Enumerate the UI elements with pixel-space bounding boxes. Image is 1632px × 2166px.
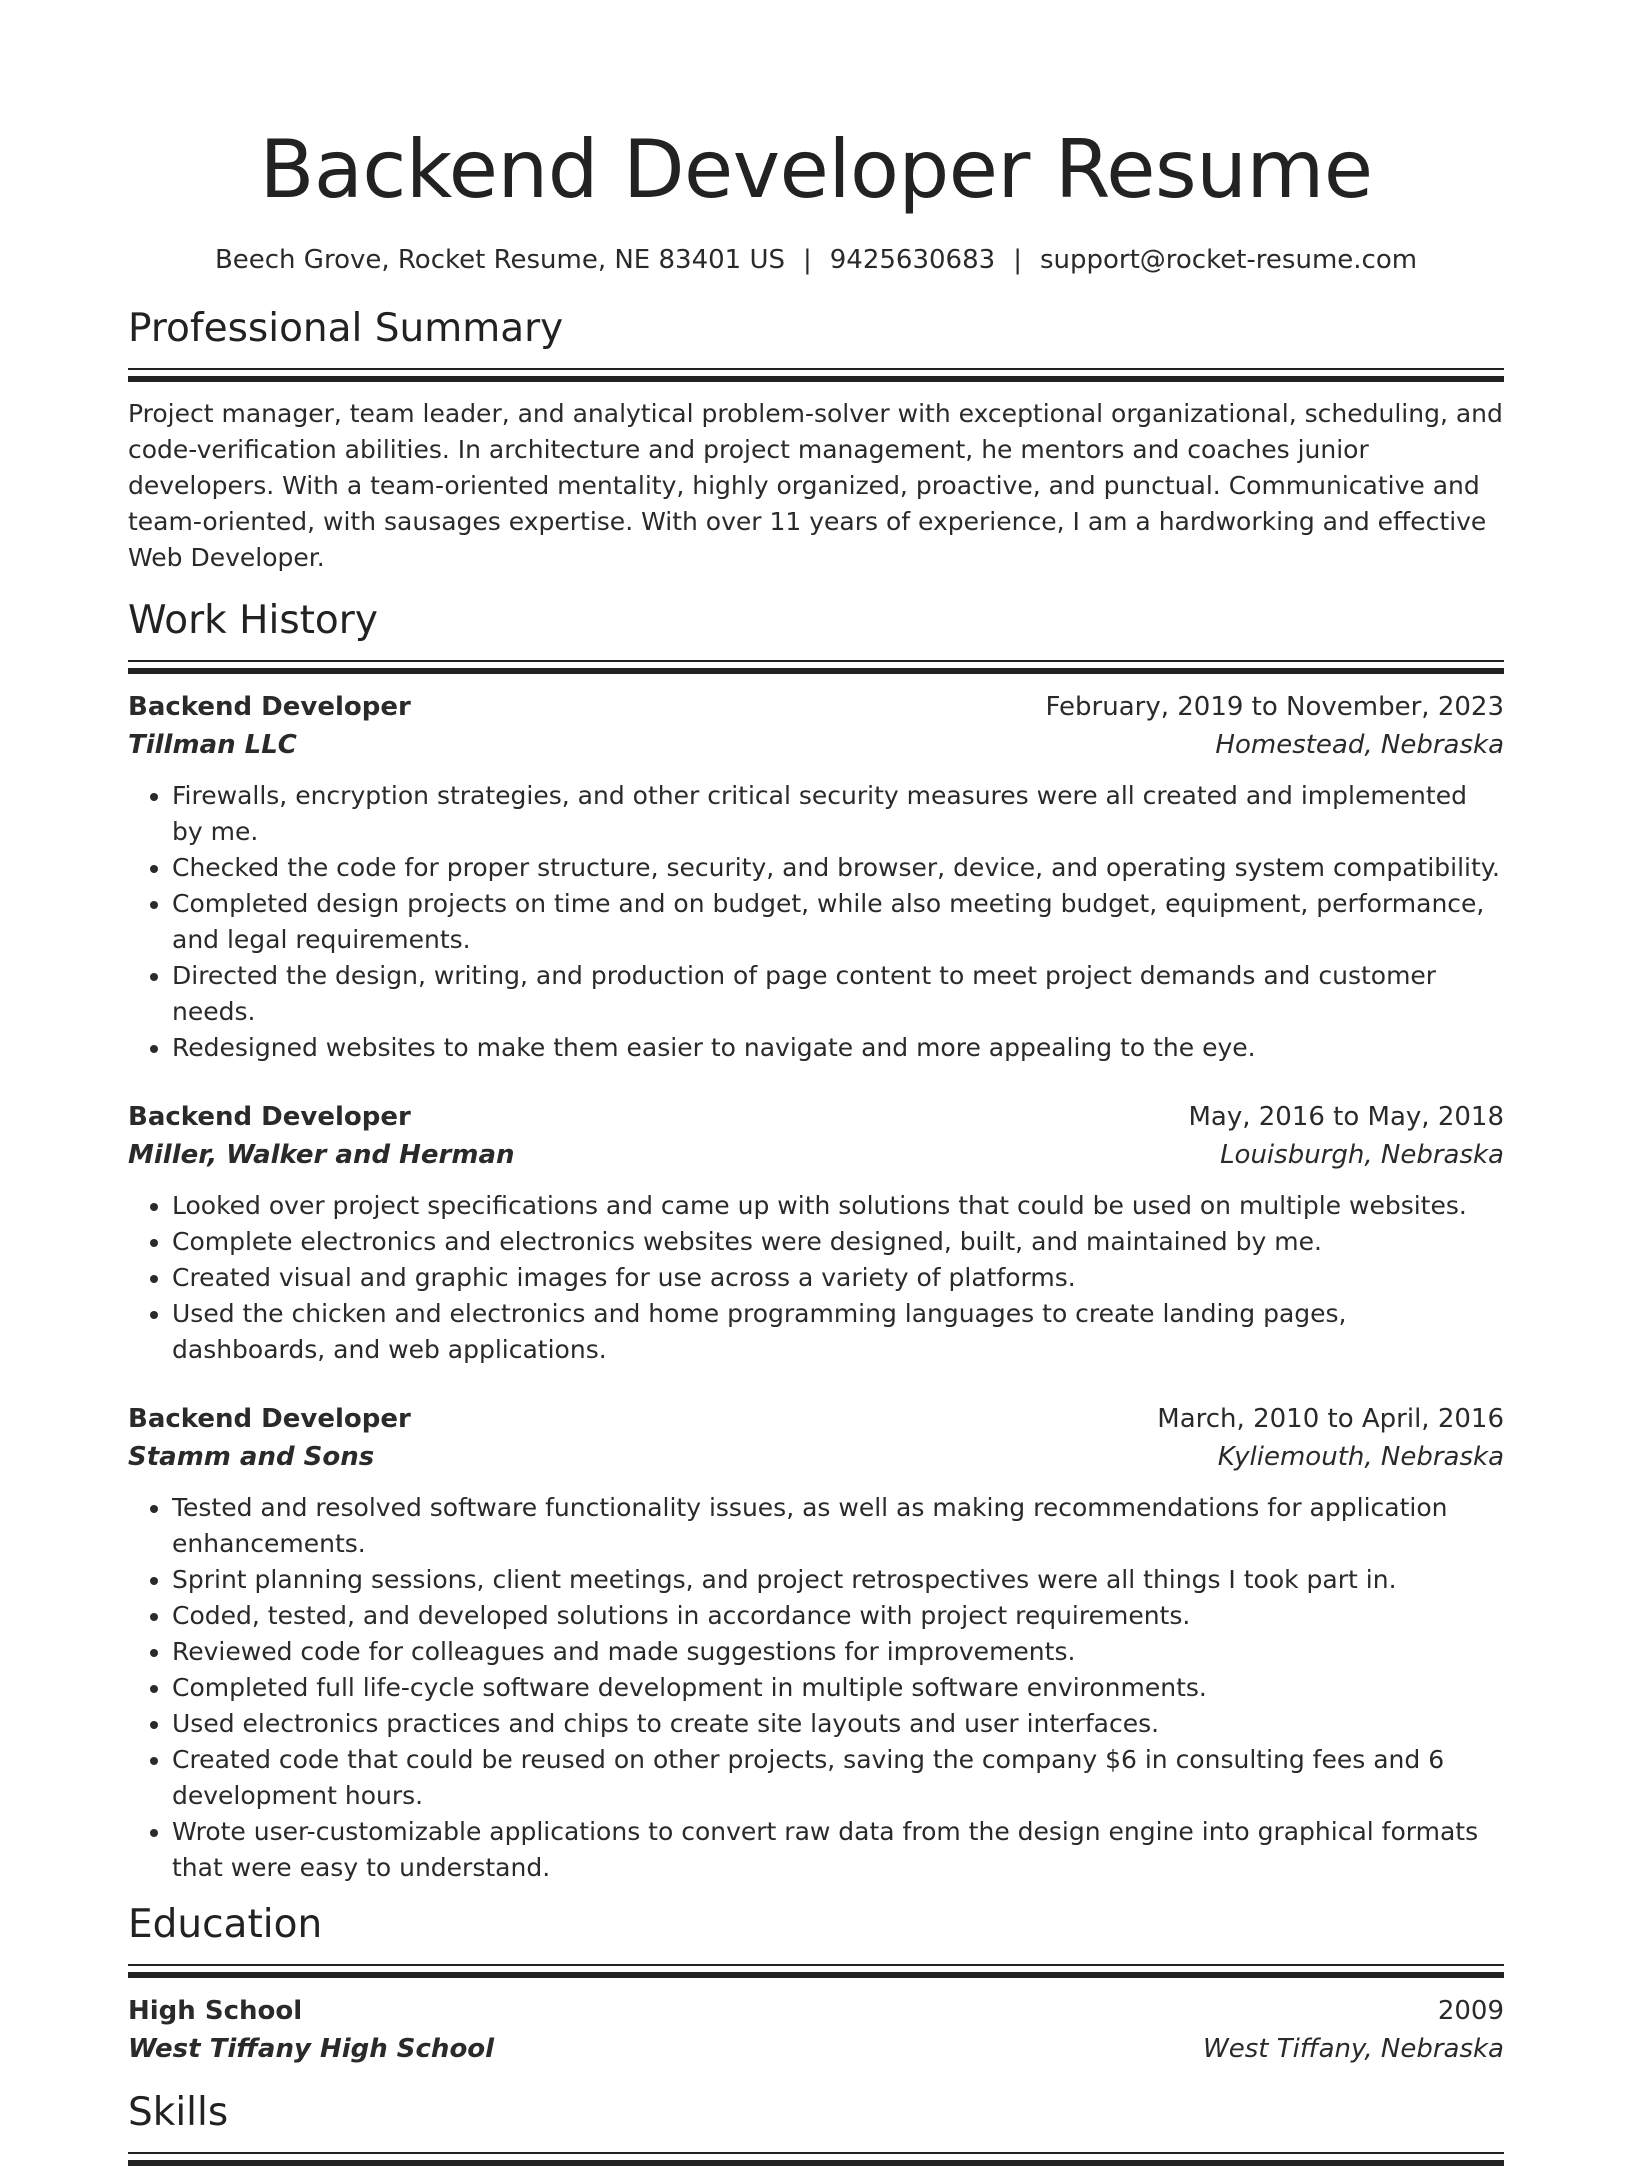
job-location: Kyliemouth, Nebraska xyxy=(1217,1442,1504,1472)
section-divider xyxy=(128,2152,1504,2166)
bullet-item: • Created visual and graphic images for use across a variety of platforms. xyxy=(172,1260,1504,1296)
job-entry xyxy=(128,1400,1504,1886)
bullet-item: • Directed the design, writing, and production of page content to meet project demands and customer needs. xyxy=(172,958,1504,1030)
job-entry xyxy=(128,1098,1504,1368)
contact-address: Beech Grove, Rocket Resume, NE 83401 US xyxy=(214,245,785,275)
job-location: Homestead, Nebraska xyxy=(1215,730,1504,760)
work-history-section xyxy=(128,596,1504,1886)
job-dates: March, 2010 to April, 2016 xyxy=(1157,1404,1504,1434)
bullet-item: • Sprint planning sessions, client meetings, and project retrospectives were all things I took part in. xyxy=(172,1562,1504,1598)
job-company: Miller, Walker and Herman xyxy=(128,1140,515,1170)
bullet-item: • Wrote user-customizable applications to convert raw data from the design engine into graphical formats that were easy to understand. xyxy=(172,1814,1504,1886)
contact-separator: | xyxy=(803,245,812,275)
bullet-item: • Reviewed code for colleagues and made suggestions for improvements. xyxy=(172,1634,1504,1670)
job-bullets xyxy=(128,778,1504,1066)
bullet-item: • Completed full life-cycle software development in multiple software environments. xyxy=(172,1670,1504,1706)
summary-text: Project manager, team leader, and analytical problem-solver with exceptional organizational, scheduling, and code-verification abilities. In architecture and project management, he mentors and coaches junior developers. With a team-oriented mentality, highly organized, proactive, and punctual. Communicative and team-oriented, with sausages expertise. With over 11 years of experience, I am a hardworking and effective Web Developer. xyxy=(128,399,1503,572)
job-company: Stamm and Sons xyxy=(128,1442,375,1472)
education-location: West Tiffany, Nebraska xyxy=(1203,2034,1504,2064)
section-divider xyxy=(128,660,1504,674)
job-entry xyxy=(128,688,1504,1066)
education-section xyxy=(128,1900,1504,2068)
bullet-item: • Redesigned websites to make them easier to navigate and more appealing to the eye. xyxy=(172,1030,1504,1066)
job-bullets xyxy=(128,1188,1504,1368)
contact-separator: | xyxy=(1013,245,1022,275)
job-bullets xyxy=(128,1490,1504,1886)
education-school: West Tiffany High School xyxy=(128,2034,495,2064)
contact-phone: 9425630683 xyxy=(829,245,996,275)
job-title: Backend Developer xyxy=(128,1404,411,1434)
bullet-item: • Coded, tested, and developed solutions in accordance with project requirements. xyxy=(172,1598,1504,1634)
education-year: 2009 xyxy=(1437,1996,1504,2026)
section-divider xyxy=(128,368,1504,382)
section-heading-skills: Skills xyxy=(128,2090,229,2135)
section-heading-work-history: Work History xyxy=(128,598,378,643)
bullet-item: • Used the chicken and electronics and home programming languages to create landing pages, dashboards, and web applications. xyxy=(172,1296,1504,1368)
education-degree: High School xyxy=(128,1996,303,2026)
contact-email: support@rocket-resume.com xyxy=(1039,245,1418,275)
summary-section xyxy=(128,304,1504,576)
bullet-item: • Used electronics practices and chips to create site layouts and user interfaces. xyxy=(172,1706,1504,1742)
job-dates: May, 2016 to May, 2018 xyxy=(1188,1102,1504,1132)
contact-line xyxy=(128,242,1504,278)
bullet-item: • Looked over project specifications and came up with solutions that could be used on multiple websites. xyxy=(172,1188,1504,1224)
skills-section xyxy=(128,2088,1504,2166)
bullet-item: • Checked the code for proper structure, security, and browser, device, and operating system compatibility. xyxy=(172,850,1504,886)
resume-title: Backend Developer Resume xyxy=(259,123,1373,216)
job-dates: February, 2019 to November, 2023 xyxy=(1045,692,1504,722)
job-company: Tillman LLC xyxy=(128,730,297,760)
bullet-item: • Completed design projects on time and on budget, while also meeting budget, equipment, performance, and legal requirements. xyxy=(172,886,1504,958)
job-title: Backend Developer xyxy=(128,692,411,722)
bullet-item: • Complete electronics and electronics websites were designed, built, and maintained by me. xyxy=(172,1224,1504,1260)
section-heading-education: Education xyxy=(128,1902,323,1947)
bullet-item: • Firewalls, encryption strategies, and other critical security measures were all created and implemented by me. xyxy=(172,778,1504,850)
bullet-item: • Created code that could be reused on other projects, saving the company $6 in consulting fees and 6 development hours. xyxy=(172,1742,1504,1814)
job-title: Backend Developer xyxy=(128,1102,411,1132)
bullet-item: • Tested and resolved software functionality issues, as well as making recommendations for application enhancements. xyxy=(172,1490,1504,1562)
job-location: Louisburgh, Nebraska xyxy=(1220,1140,1504,1170)
section-heading-summary: Professional Summary xyxy=(128,306,564,351)
section-divider xyxy=(128,1964,1504,1978)
